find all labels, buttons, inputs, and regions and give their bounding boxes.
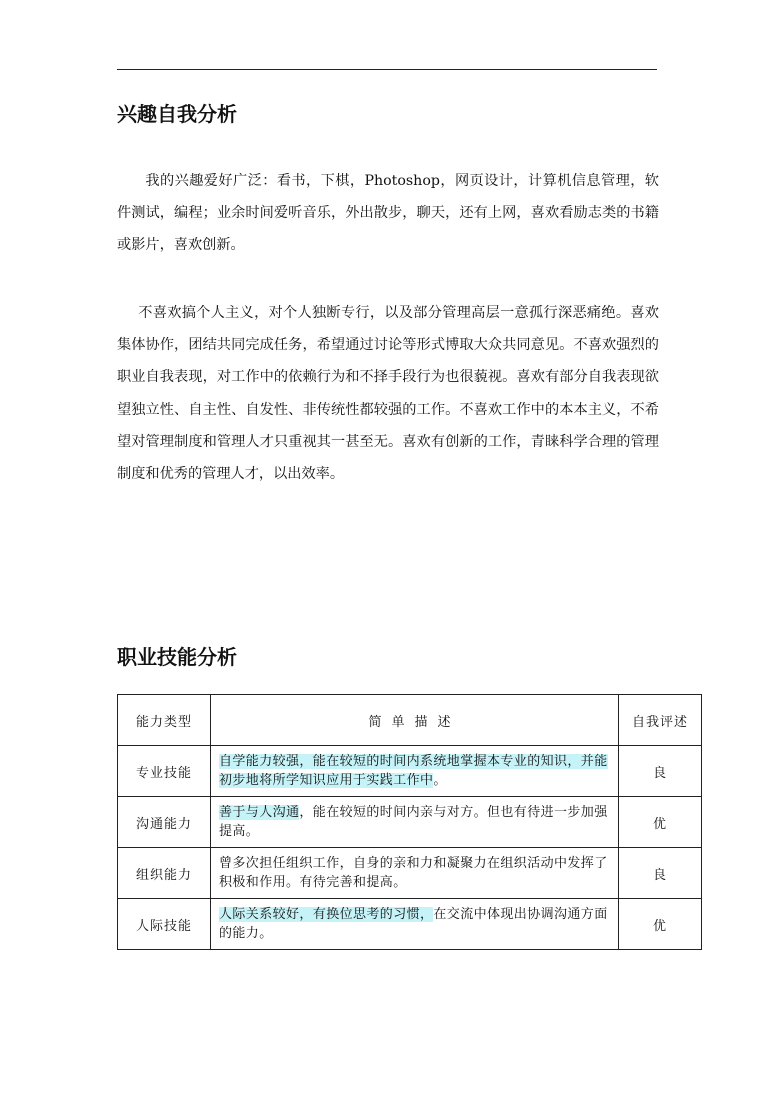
header-description: 简单描述 — [211, 695, 619, 746]
highlighted-text: 人际关系较好，有换位思考的习惯， — [219, 907, 434, 922]
description-text: 在交流中体现出协调沟通方面的能力。 — [219, 907, 608, 941]
skill-type: 沟通能力 — [118, 797, 211, 848]
skill-description — [211, 797, 619, 848]
skills-table — [117, 694, 702, 950]
table-header-row — [118, 695, 702, 746]
skill-type: 组织能力 — [118, 848, 211, 899]
skill-description — [211, 899, 619, 950]
table-row — [118, 797, 702, 848]
skill-rating: 优 — [619, 797, 702, 848]
skill-description — [211, 746, 619, 797]
table-row — [118, 746, 702, 797]
highlighted-text: 自学能力较强，能在较短的时间内系统地掌握本专业的知识，并能初步地将所学知识应用于实践工作中 — [219, 754, 608, 788]
table-row — [118, 848, 702, 899]
skill-description — [211, 848, 619, 899]
interest-paragraph-2: 不喜欢搞个人主义，对个人独断专行，以及部分管理高层一意孤行深恶痛绝。喜欢集体协作，团结共同完成任务，希望通过讨论等形式博取大众共同意见。不喜欢强烈的职业自我表现，对工作中的依赖行为和不择手段行为也很藐视。喜欢有部分自我表现欲望独立性、自主性、自发性、非传统性都较强的工作。不喜欢工作中的本本主义，不希望对管理制度和管理人才只重视其一甚至无。喜欢有创新的工作，青睐科学合理的管理制度和优秀的管理人才，以出效率。 — [117, 305, 659, 483]
description-text: 。 — [433, 773, 447, 788]
skill-type: 专业技能 — [118, 746, 211, 797]
skill-rating: 优 — [619, 899, 702, 950]
skill-type: 人际技能 — [118, 899, 211, 950]
table-row — [118, 899, 702, 950]
header-rule — [117, 69, 657, 70]
description-text: 曾多次担任组织工作，自身的亲和力和凝聚力在组织活动中发挥了积极和作用。有待完善和提高。 — [219, 856, 608, 890]
highlighted-text: 善于与人沟通 — [219, 805, 300, 820]
skill-rating: 良 — [619, 848, 702, 899]
header-rating: 自我评述 — [619, 695, 702, 746]
interest-section-title: 兴趣自我分析 — [117, 102, 237, 126]
skills-section-title: 职业技能分析 — [117, 645, 237, 669]
header-type: 能力类型 — [118, 695, 211, 746]
interest-paragraph-1: 我的兴趣爱好广泛：看书，下棋，Photoshop，网页设计，计算机信息管理，软件测试，编程；业余时间爱听音乐，外出散步，聊天，还有上网，喜欢看励志类的书籍或影片，喜欢创新。 — [117, 173, 659, 254]
description-text: ，能在较短的时间内亲与对方。但也有待进一步加强提高。 — [219, 805, 608, 839]
skill-rating: 良 — [619, 746, 702, 797]
